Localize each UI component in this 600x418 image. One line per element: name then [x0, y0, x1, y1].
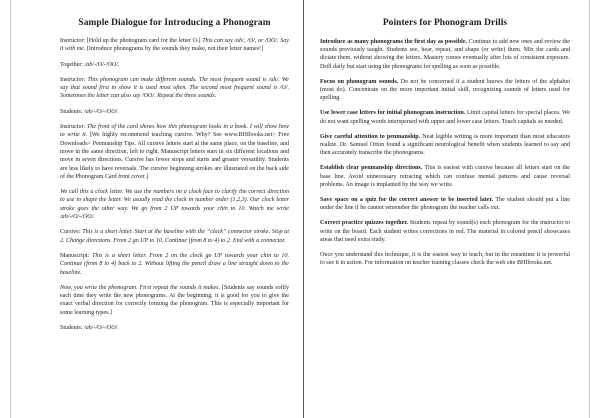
dialogue-paragraph [60, 61, 289, 69]
dialogue-spoken-text: This can say /ah/, /O/, or /OO/. Say it with me. [60, 38, 289, 53]
right-column-body [320, 38, 570, 267]
dialogue-spoken-text: We call this a clock letter. We use the numbers on a clock face to clarify the correct direction to use to shape the letter. We usually read the clock in number order (1,2,3). Our clock letter stroke goes the other way. We go from 2 UP towards your chin to 10. Watch me write /ah/-/O/-/OO/. [60, 189, 289, 221]
dialogue-spoken-text: /ah/-/O/-/OO/. [82, 108, 119, 115]
page-left-margin [0, 0, 11, 418]
dialogue-spoken-text: Now, you write the phonogram. First repeat the sounds it makes. [60, 284, 221, 291]
dialogue-paragraph [60, 252, 289, 277]
dialogue-spoken-text: The front of the card shows how this phonogram looks in a book. I will show how to write it. [60, 124, 289, 139]
dialogue-speaker-label: Together: [60, 61, 84, 68]
pointer-paragraph [320, 196, 570, 212]
dialogue-spoken-text: /ah/-/O/-/OO/. [83, 61, 120, 68]
pointer-body-text: The student should put a line under the line if he cannot remember the phonogram the teacher calls out. [320, 197, 570, 212]
pointer-heading: Give careful attention to penmanship. [320, 133, 421, 140]
pointer-heading: Introduce as many phonograms the first day as possible. [320, 39, 468, 45]
dialogue-paragraph [60, 123, 289, 181]
pointer-paragraph [320, 251, 570, 267]
left-column-sample-dialogue [12, 0, 304, 418]
dialogue-speaker-label: Instructor: [60, 38, 86, 44]
dialogue-paragraph [60, 228, 289, 245]
dialogue-paragraph [60, 284, 289, 317]
pointer-body-text: This is easiest with cursive because all letters start on the base line. Avoid unnecessary retracing which can confuse mental patterns and cause reversal problems. An image is implanted by the way we write. [320, 165, 571, 188]
dialogue-speaker-label: Instructor: [60, 124, 86, 131]
dialogue-spoken-text: This is a short letter. From 2 on the clock go UP towards your chin to 10. Continue (from 8 to 4) back to 2. Without lifting the pencil draw a line straight down to the baseline. [60, 252, 289, 276]
left-column-title: Sample Dialogue for Introducing a Phonogram [78, 18, 271, 28]
left-column-body [60, 37, 289, 332]
pointer-paragraph [320, 109, 570, 125]
dialogue-speaker-label: Students: [60, 325, 83, 332]
dialogue-spoken-text: /ah/-/O/-/OO/. [82, 325, 119, 332]
pointer-body-text: Limit capital letters for special places. We do not want spelling words interspersed with upper and lower case letters. Teach capitals as needed. [320, 110, 570, 125]
pointer-paragraph [320, 219, 570, 244]
right-column-title: Pointers for Phonogram Drills [382, 18, 508, 28]
dialogue-stage-direction: [Students say sounds softly each time they write the new phonograms. At the beginning, it is good for you to give the exact verbal direction for correctly forming the phonogram. This is especially important for some learning types.] [60, 284, 289, 316]
pointer-paragraph [320, 164, 570, 189]
pointer-body-text: Once you understand this technique, it is the easiest way to teach, but in the meantime it is powerful to see it in action. For information on teacher training classes check the web site BHIbooks.net. [320, 252, 570, 267]
dialogue-paragraph [60, 324, 289, 332]
pointer-heading: Establish clear penmanship directions. [320, 165, 423, 172]
right-column-pointers [304, 0, 588, 418]
dialogue-stage-direction: [Introduce phonograms by the sounds they make, not their letter names!] [85, 46, 264, 53]
dialogue-stage-direction: [We highly recommend teaching cursive. Why? See www.BHIbooks.net> Free Downloads> Penmanship Tips. All cursive letters start at the same place, on the baseline, and move in the same direction, left to right. Manuscript letters start in six different locations and move in seven directions. Cursive has fewer stops and starts and greater versatility. Students are less likely to have reversals. The cursive beginning strokes are illustrated on the back side of the Phonogram Card front cover.] [60, 132, 290, 180]
pointer-body-text: Do not be concerned if a student knows the letters of the alphabet (most do). Concentrate on the more important initial skill, recognizing sounds of letters used for spelling. [320, 78, 571, 102]
pointer-heading: Use lower case letters for initial phonogram instruction. [320, 110, 466, 117]
pointer-body-text: Continue to add new ones and review the sounds previously taught. Students see, hear, repeat, and shape (or write) them. Mix the cards and dictate them, without showing the letters. Mastery comes eventually after lots of consistent exposure. Drill daily but start using the phonograms for spelling as soon as possible. [320, 39, 571, 70]
dialogue-spoken-text: This is a short letter. Start at the baseline with the “clock” connector stroke. Stop at 2. Change directions. From 2 go UP to 10. Continue (from 8 to 4) to 2. End with a connector. [60, 229, 289, 244]
pointer-heading: Focus on phonogram sounds. [320, 78, 399, 85]
pointer-paragraph [320, 38, 570, 71]
dialogue-paragraph [60, 108, 289, 116]
dialogue-paragraph [60, 188, 289, 221]
two-column-layout [12, 0, 588, 418]
pointer-heading: Save space on a quiz for the correct answer to be inserted later. [320, 197, 494, 204]
dialogue-spoken-text: This phonogram can make different sounds. The most frequent sound is /ah/. We say that sound first to show it is used most often. The second most frequent sound is /O/. Sometimes the letter can also say /OO/. Repeat the three sounds. [60, 76, 289, 100]
dialogue-paragraph [60, 37, 289, 54]
dialogue-speaker-label: Cursive: [60, 229, 81, 236]
pointer-body-text: Neat legible writing is more important than most educators realize. Dr. Samuel Orton found a significant neurological benefit when students learned to say and then accurately transcribe the phonograms. [320, 133, 570, 157]
pointer-heading: Correct practice quizzes together. [320, 220, 408, 227]
page-right-margin [589, 0, 600, 418]
dialogue-stage-direction: [Hold up the phonogram card for the letter O.] [85, 38, 203, 44]
dialogue-speaker-label: Students: [60, 108, 83, 115]
pointer-paragraph [320, 133, 570, 158]
dialogue-paragraph [60, 76, 289, 101]
dialogue-speaker-label: Instructor: [60, 76, 86, 83]
pointer-paragraph [320, 78, 570, 103]
dialogue-speaker-label: Manuscript: [60, 252, 90, 259]
pointer-body-text: Students repeat by sound(s) each phonogram for the instructor to write on the board. Each student writes corrections in red. The material in colored pencil showcases areas that need extra study. [320, 220, 570, 243]
